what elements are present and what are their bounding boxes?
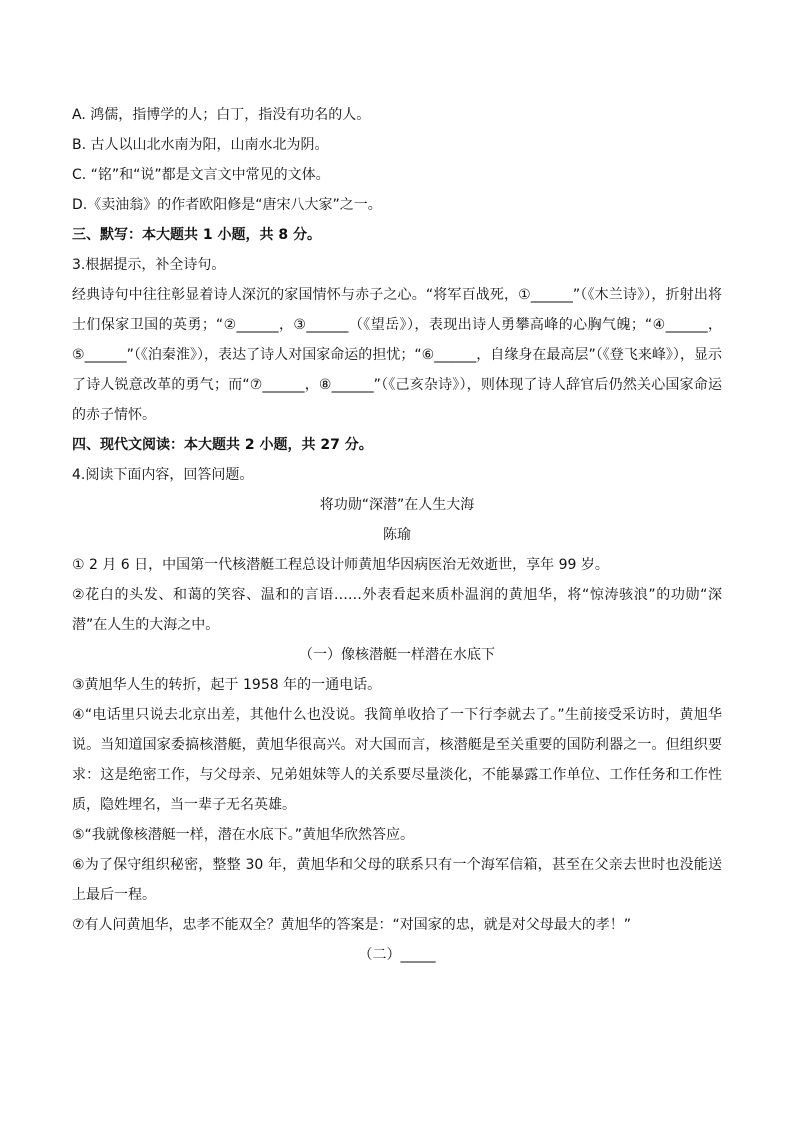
article-author: 陈瑜 <box>383 527 411 543</box>
option-a: A. 鸿儒，指博学的人；白丁，指没有功名的人。 <box>72 107 371 123</box>
article-paragraph-4: ④“电话里只说去北京出差，其他什么也没说。我简单收拾了一下行李就去了。”生前接受采访时，黄旭华说。当知道国家委搞核潜艇，黄旭华很高兴。对大国而言，核潜艇是至关重要的国防利器之一。但组织要求：这是绝密工作，与父母亲、兄弟姐妹等人的关系要尽量淡化，不能暴露工作单位、工作任务和工作性质，隐姓埋名，当一辈子无名英雄。 <box>72 707 722 813</box>
section3-heading: 三、默写：本大题共 1 小题，共 8 分。 <box>72 227 321 243</box>
exam-page <box>72 100 722 970</box>
article-paragraph-5: ⑤“我就像核潜艇一样，潜在水底下。”黄旭华欣然答应。 <box>72 827 415 843</box>
article-paragraph-1: ① 2 月 6 日，中国第一代核潜艇工程总设计师黄旭华因病医治无效逝世，享年 99 岁。 <box>72 557 609 573</box>
section4-heading: 四、现代文阅读：本大题共 2 小题，共 27 分。 <box>72 437 373 453</box>
option-d: D.《卖油翁》的作者欧阳修是“唐宋八大家”之一。 <box>72 197 382 213</box>
subheading-1: （一）像核潜艇一样潜在水底下 <box>299 647 495 663</box>
fill-in-paragraph: 经典诗句中往往彰显着诗人深沉的家国情怀与赤子之心。“将军百战死，①______”（《木兰诗》），折射出将士们保家卫国的英勇；“②______，③______（《望岳》），表现出诗人勇攀高峰的心胸气魄；“④______，⑤______”（《泊秦淮》），表达了诗人对国家命运的担忧；“⑥______，自缘身在最高层”（《登飞来峰》），显示了诗人锐意改革的勇气；而“⑦______，⑧______”（《己亥杂诗》），则体现了诗人辞官后仍然关心国家命运的赤子情怀。 <box>72 287 722 423</box>
option-c: C. “铭”和“说”都是文言文中常见的文体。 <box>72 167 330 183</box>
article-paragraph-3: ③黄旭华人生的转折，起于 1958 年的一通电话。 <box>72 677 382 693</box>
question-4: 4.阅读下面内容，回答问题。 <box>72 467 254 483</box>
article-title: 将功勋“深潜”在人生大海 <box>319 497 475 513</box>
article-paragraph-2: ②花白的头发、和蔼的笑容、温和的言语……外表看起来质朴温润的黄旭华，将“惊涛骇浪”的功勋“深潜”在人生的大海之中。 <box>72 587 722 633</box>
article-paragraph-6: ⑥为了保守组织秘密，整整 30 年，黄旭华和父母的联系只有一个海军信箱，甚至在父亲去世时也没能送上最后一程。 <box>72 857 722 903</box>
question-3: 3.根据提示，补全诗句。 <box>72 257 226 273</box>
option-b: B. 古人以山北水南为阳，山南水北为阴。 <box>72 137 329 153</box>
article-paragraph-7: ⑦有人问黄旭华，忠孝不能双全？黄旭华的答案是：“对国家的忠，就是对父母最大的孝！” <box>72 917 632 933</box>
subheading-2: （二）_____ <box>358 947 436 963</box>
